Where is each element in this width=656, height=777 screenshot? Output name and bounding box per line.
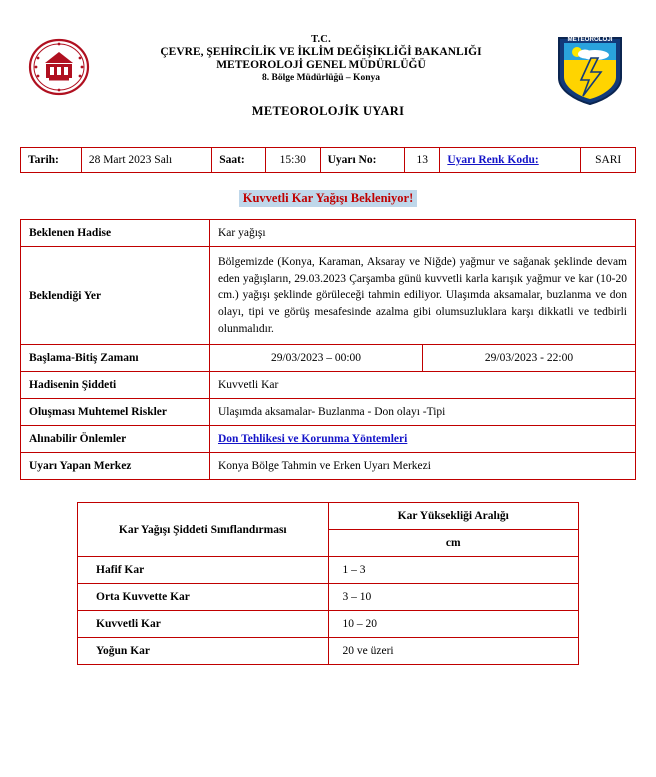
detail-label-expected-event: Beklenen Hadise (21, 220, 210, 247)
detail-label-possible-risks: Oluşması Muhtemel Riskler (21, 399, 210, 426)
headline-container (0, 189, 656, 207)
detail-label-issuing-center: Uyarı Yapan Merkez (21, 453, 210, 480)
ministry-emblem (20, 34, 98, 96)
detail-label-start-end-time: Başlama-Bitiş Zamanı (21, 345, 210, 372)
class-category-orta-kuvvette-kar: Orta Kuvvette Kar (78, 584, 329, 611)
detail-value-start-time: 29/03/2023 – 00:00 (210, 345, 423, 372)
color-code-label-cell (440, 148, 581, 173)
detail-value-end-time: 29/03/2023 - 22:00 (423, 345, 636, 372)
table-row (21, 220, 636, 247)
class-unit: cm (328, 530, 579, 557)
warning-info-table (20, 147, 636, 173)
class-category-kuvvetli-kar: Kuvvetli Kar (78, 611, 329, 638)
header-ministry: ÇEVRE, ŞEHİRCİLİK VE İKLİM DEĞİŞİKLİĞİ BAKANLIĞI (160, 45, 482, 58)
class-range-yogun-kar: 20 ve üzeri (328, 638, 579, 665)
color-code-link[interactable]: Uyarı Renk Kodu: (447, 154, 539, 166)
time-label: Saat: (212, 148, 266, 173)
warning-headline: Kuvvetli Kar Yağışı Bekleniyor! (239, 190, 417, 207)
class-range-kuvvetli-kar: 10 – 20 (328, 611, 579, 638)
detail-value-expected-location: Bölgemizde (Konya, Karaman, Aksaray ve Niğde) yağmur ve sağanak şeklinde devam eden yağışların, 29.03.2023 Çarşamba günü kuvvetli karla karışık yağmur ve kar (10-20 cm.) yağışı şeklinde görüleceği tahmin ediliyor. Ulaşımda aksamalar, buzlanma ve don olayı, tipi ve görüş mesafesinde azalma gibi olumsuzluklara karşı dikkatli ve tedbirli olunmalıdır. (210, 247, 636, 345)
table-row (21, 345, 636, 372)
meteoroloji-logo-icon (553, 34, 627, 106)
detail-value-precautions-cell (210, 426, 636, 453)
class-range-orta-kuvvette-kar: 3 – 10 (328, 584, 579, 611)
date-label: Tarih: (21, 148, 82, 173)
table-row (21, 426, 636, 453)
warning-detail-table (20, 219, 636, 480)
precautions-link[interactable]: Don Tehlikesi ve Korunma Yöntemleri (218, 433, 408, 446)
header-region: 8. Bölge Müdürlüğü – Konya (262, 72, 380, 83)
meteoroloji-logo (544, 34, 636, 106)
class-category-hafif-kar: Hafif Kar (78, 557, 329, 584)
class-category-yogun-kar: Yoğun Kar (78, 638, 329, 665)
class-col1-header: Kar Yağışı Şiddeti Sınıflandırması (78, 503, 329, 557)
table-row (78, 584, 579, 611)
table-row (78, 503, 579, 530)
table-row (21, 399, 636, 426)
class-range-hafif-kar: 1 – 3 (328, 557, 579, 584)
table-row (21, 372, 636, 399)
svg-text:METEOROLOJİ: METEOROLOJİ (567, 36, 613, 43)
detail-value-event-severity: Kuvvetli Kar (210, 372, 636, 399)
table-row (21, 453, 636, 480)
class-col2-header: Kar Yüksekliği Aralığı (328, 503, 579, 530)
turkiye-cumhuriyeti-emblem-icon (28, 38, 90, 96)
date-value: 28 Mart 2023 Salı (81, 148, 211, 173)
classification-container (0, 502, 656, 665)
detail-value-expected-event: Kar yağışı (210, 220, 636, 247)
page-title: METEOROLOJİK UYARI (251, 104, 405, 118)
snow-classification-table (77, 502, 579, 665)
time-value: 15:30 (265, 148, 320, 173)
table-row (78, 611, 579, 638)
table-row (21, 247, 636, 345)
detail-label-precautions: Alınabilir Önlemler (21, 426, 210, 453)
detail-value-possible-risks: Ulaşımda aksamalar- Buzlanma - Don olayı -Tipi (210, 399, 636, 426)
document-header (0, 0, 656, 88)
color-code-value: SARI (581, 148, 636, 173)
detail-value-issuing-center: Konya Bölge Tahmin ve Erken Uyarı Merkezi (210, 453, 636, 480)
warning-no-value: 13 (405, 148, 440, 173)
header-text-block (98, 34, 544, 83)
header-tc: T.C. (311, 34, 331, 45)
table-row (78, 638, 579, 665)
detail-label-event-severity: Hadisenin Şiddeti (21, 372, 210, 399)
header-directorate: METEOROLOJİ GENEL MÜDÜRLÜĞÜ (216, 58, 426, 71)
warning-no-label: Uyarı No: (320, 148, 405, 173)
table-row (21, 148, 636, 173)
table-row (78, 557, 579, 584)
detail-label-expected-location: Beklendiği Yer (21, 247, 210, 345)
